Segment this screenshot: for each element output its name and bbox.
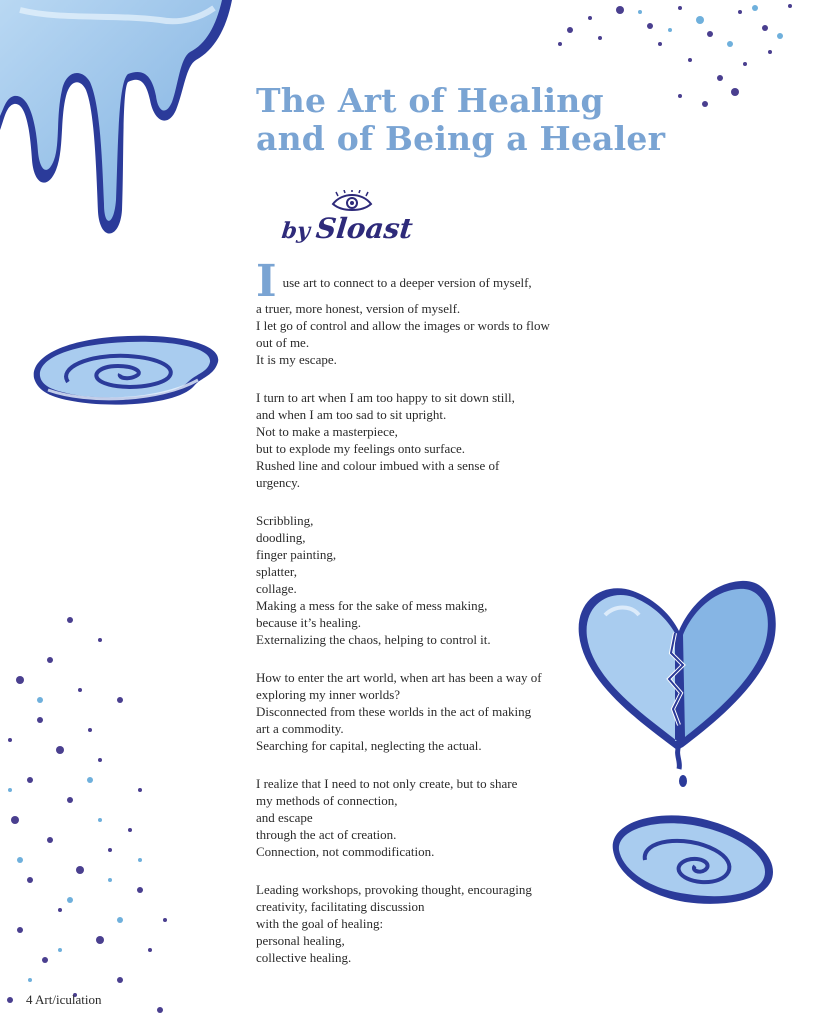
body-line: I let go of control and allow the images or words to flow	[256, 318, 550, 333]
paragraph-5	[256, 775, 586, 860]
title-line-1: The Art of Healing	[256, 81, 604, 120]
body-line: through the act of creation.	[256, 827, 397, 842]
swirl-puddle-icon	[28, 330, 223, 410]
body-line: splatter,	[256, 564, 297, 579]
body-line: Scribbling,	[256, 513, 314, 528]
paragraph-3	[256, 512, 586, 648]
body-line: but to explode my feelings onto surface.	[256, 441, 466, 456]
body-line: my methods of connection,	[256, 793, 398, 808]
body-line: Leading workshops, provoking thought, encouraging	[256, 882, 532, 897]
paragraph-6	[256, 881, 586, 966]
body-line: I turn to art when I am too happy to sit down still,	[256, 390, 515, 405]
body-line: because it’s healing.	[256, 615, 362, 630]
body-line: exploring my inner worlds?	[256, 687, 401, 702]
body-line: collective healing.	[256, 950, 352, 965]
body-line: and escape	[256, 810, 313, 825]
article-title	[256, 82, 776, 158]
body-line: personal healing,	[256, 933, 345, 948]
paragraph-4	[256, 669, 586, 754]
byline	[280, 212, 414, 245]
body-line: a truer, more honest, version of myself.	[256, 301, 461, 316]
body-line: out of me.	[256, 335, 310, 350]
body-line: I realize that I need to not only create, but to share	[256, 776, 518, 791]
paragraph-2	[256, 389, 586, 491]
body-line: Rushed line and colour imbued with a sense of	[256, 458, 500, 473]
body-line: collage.	[256, 581, 297, 596]
paint-splatter	[0, 600, 200, 1024]
body-line: It is my escape.	[256, 352, 337, 367]
body-line: with the goal of healing:	[256, 916, 384, 931]
paragraph-1	[256, 256, 586, 368]
title-line-2: and of Being a Healer	[256, 119, 666, 158]
body-line: How to enter the art world, when art has been a way of	[256, 670, 542, 685]
body-line: Making a mess for the sake of mess making,	[256, 598, 488, 613]
body-line: doodling,	[256, 530, 306, 545]
article-body	[256, 256, 586, 987]
body-line: Connection, not commodification.	[256, 844, 435, 859]
body-line: creativity, facilitating discussion	[256, 899, 425, 914]
byline-prefix: by	[280, 218, 312, 244]
body-line: art a commodity.	[256, 721, 344, 736]
broken-heart-icon	[575, 575, 780, 790]
body-line: finger painting,	[256, 547, 337, 562]
body-line: use art to connect to a deeper version of myself,	[282, 275, 532, 290]
body-line: Externalizing the chaos, helping to control it.	[256, 632, 491, 647]
body-line: and when I am too sad to sit upright.	[256, 407, 447, 422]
dripping-paint-icon	[0, 0, 235, 245]
body-line: urgency.	[256, 475, 301, 490]
page-footer: 4 Art/iculation	[26, 992, 102, 1007]
swirl-puddle-icon	[605, 810, 777, 910]
drop-cap: I	[256, 256, 277, 307]
body-line: Not to make a masterpiece,	[256, 424, 398, 439]
byline-author: Sloast	[314, 212, 415, 245]
body-line: Disconnected from these worlds in the act of making	[256, 704, 532, 719]
body-line: Searching for capital, neglecting the actual.	[256, 738, 482, 753]
